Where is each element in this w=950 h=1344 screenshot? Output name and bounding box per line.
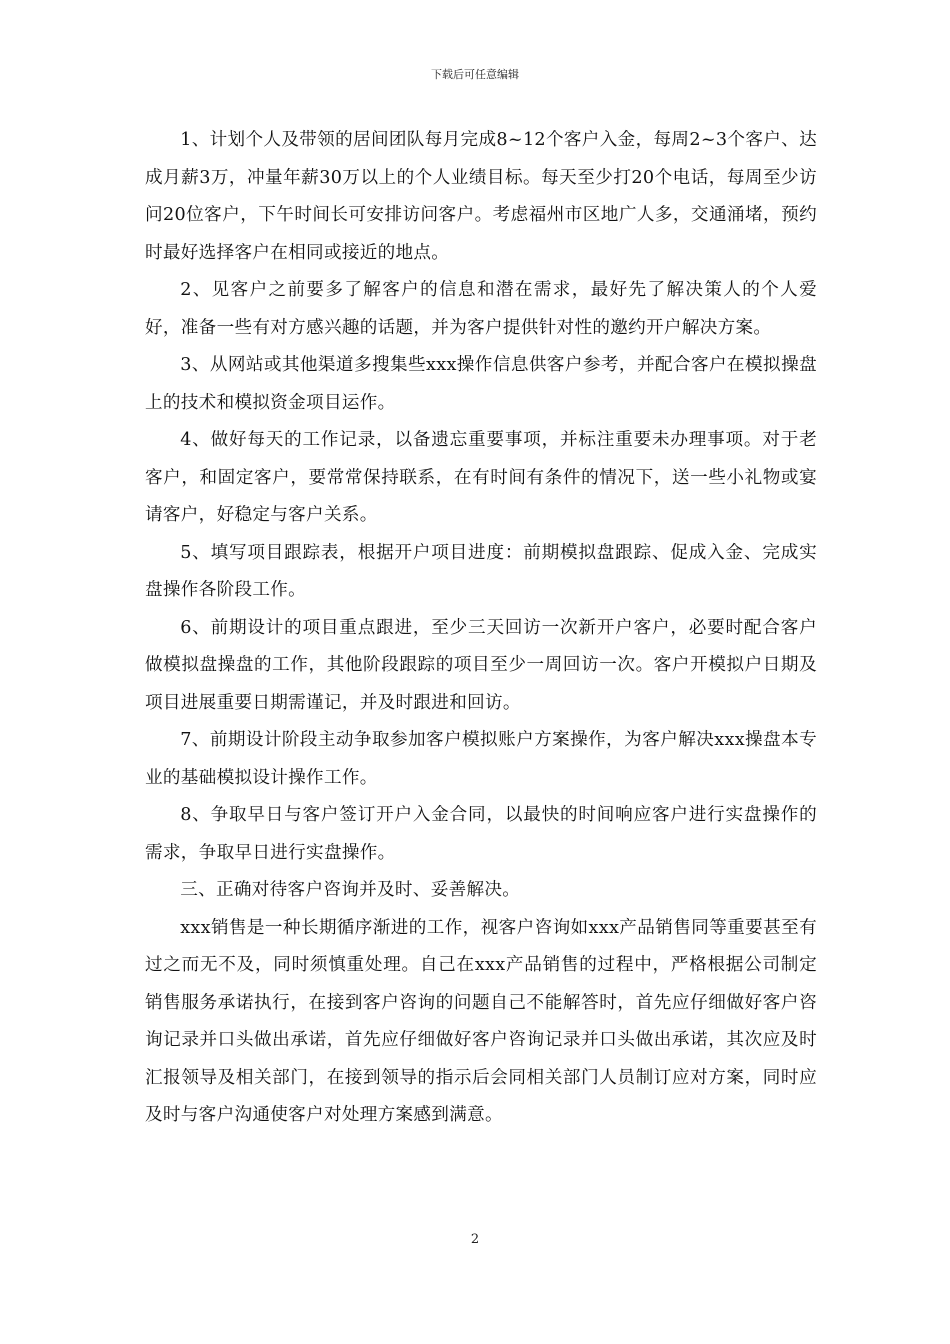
document-body [145, 122, 817, 1135]
paragraph-item-4: 4、做好每天的工作记录，以备遗忘重要事项，并标注重要未办理事项。对于老客户，和固定客户，要常常保持联系，在有时间有条件的情况下，送一些小礼物或宴请客户，好稳定与客户关系。 [145, 430, 817, 525]
paragraph-item-2: 2、见客户之前要多了解客户的信息和潜在需求，最好先了解决策人的个人爱好，准备一些有对方感兴趣的话题，并为客户提供针对性的邀约开户解决方案。 [145, 280, 817, 338]
paragraph-item-5: 5、填写项目跟踪表，根据开户项目进度：前期模拟盘跟踪、促成入金、完成实盘操作各阶段工作。 [145, 542, 817, 600]
page-header: 下载后可任意编辑 [431, 68, 519, 81]
paragraph-item-7: 7、前期设计阶段主动争取参加客户模拟账户方案操作，为客户解决xxx操盘本专业的基础模拟设计操作工作。 [145, 730, 817, 788]
page-number: 2 [470, 1232, 480, 1247]
paragraph-item-1: 1、计划个人及带领的居间团队每月完成8~12个客户入金，每周2~3个客户、达成月薪3万，冲量年薪30万以上的个人业绩目标。每天至少打20个电话，每周至少访问20位客户，下午时间长可安排访问客户。考虑福州市区地广人多，交通涌堵，预约时最好选择客户在相同或接近的地点。 [145, 130, 817, 263]
paragraph-item-3: 3、从网站或其他渠道多搜集些xxx操作信息供客户参考，并配合客户在模拟操盘上的技术和模拟资金项目运作。 [145, 355, 817, 413]
paragraph-item-6: 6、前期设计的项目重点跟进，至少三天回访一次新开户客户，必要时配合客户做模拟盘操盘的工作，其他阶段跟踪的项目至少一周回访一次。客户开模拟户日期及项目进展重要日期需谨记，并及时跟进和回访。 [145, 617, 817, 713]
section-heading: 三、正确对待客户咨询并及时、妥善解决。 [180, 880, 521, 900]
paragraph-item-8: 8、争取早日与客户签订开户入金合同，以最快的时间响应客户进行实盘操作的需求，争取早日进行实盘操作。 [145, 805, 817, 863]
paragraph-item-sales: xxx销售是一种长期循序渐进的工作，视客户咨询如xxx产品销售同等重要甚至有过之而无不及，同时须慎重处理。自己在xxx产品销售的过程中，严格根据公司制定销售服务承诺执行，在接到客户咨询的问题自己不能解答时，首先应仔细做好客户咨询记录并口头做出承诺，首先应仔细做好客户咨询记录并口头做出承诺，其次应及时汇报领导及相关部门，在接到领导的指示后会同相关部门人员制订应对方案，同时应及时与客户沟通使客户对处理方案感到满意。 [145, 917, 817, 1125]
